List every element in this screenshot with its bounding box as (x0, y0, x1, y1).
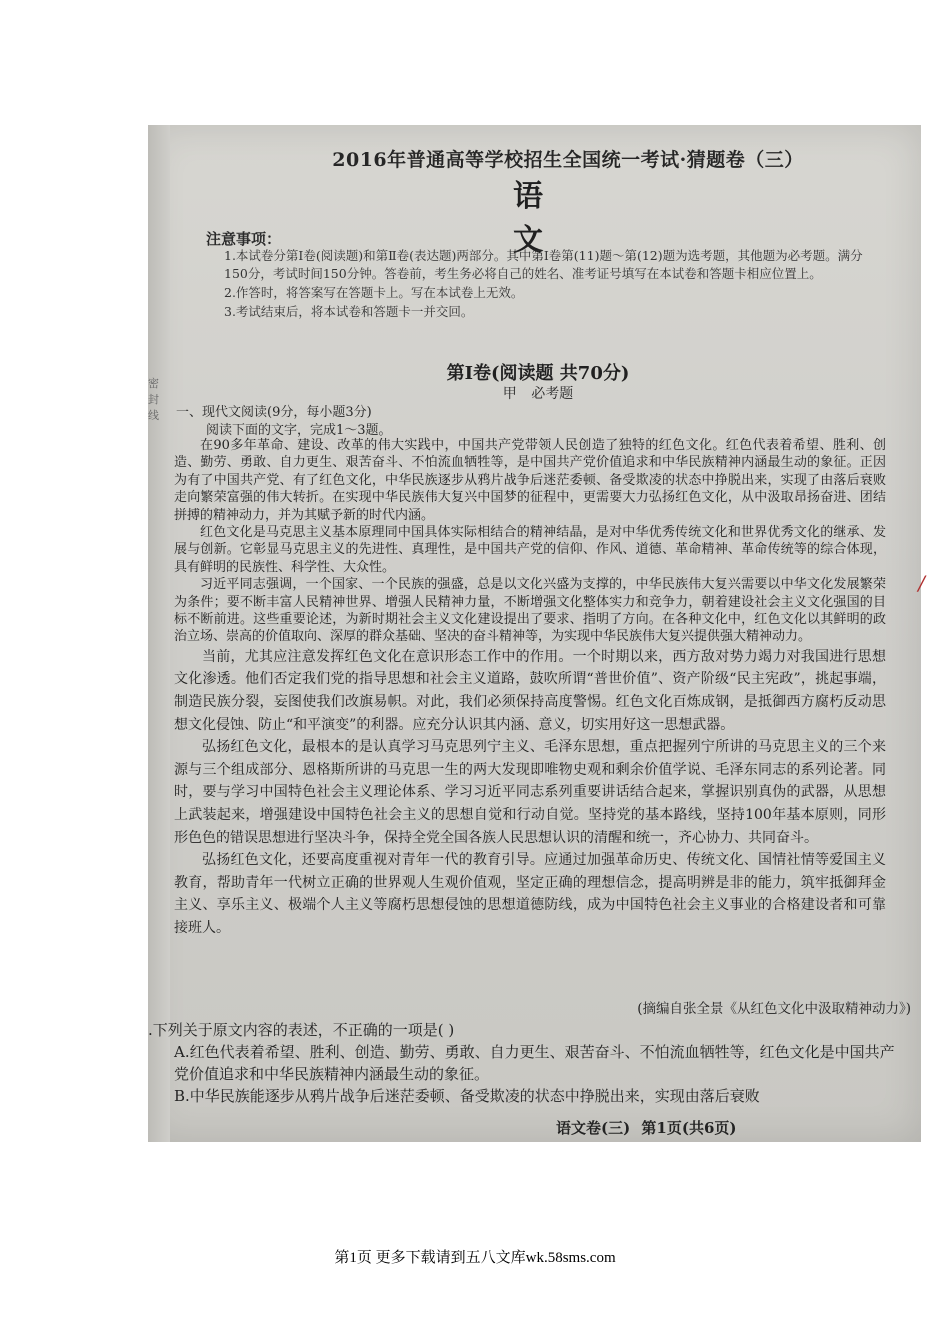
passage-paragraph: 红色文化是马克思主义基本原理同中国具体实际相结合的精神结晶，是对中华优秀传统文化和世界优秀文化的继承、发展与创新。它彰显马克思主义的先进性、真理性，是中国共产党的信仰、作风、道德、革命精神、革命传统等的综合体现，具有鲜明的民族性、科学性、大众性。 (174, 525, 886, 575)
section-subheading: 甲 必考题 (502, 386, 574, 402)
question-1-stem: .下列关于原文内容的表述，不正确的一项是( ) (148, 1021, 455, 1039)
question-1 (148, 1019, 908, 1107)
handwritten-red-mark: / (918, 571, 925, 595)
notice-item: 3.考试结束后，将本试卷和答题卡一并交回。 (224, 304, 474, 319)
question-group-heading: 一、现代文阅读(9分，每小题3分) (176, 405, 372, 420)
section-heading: 第Ⅰ卷(阅读题 共70分) (446, 363, 630, 384)
notice-heading: 注意事项： (206, 230, 282, 248)
subject-title: 语 文 (513, 179, 603, 258)
notice-item: 1.本试卷分第Ⅰ卷(阅读题)和第Ⅱ卷(表达题)两部分。其中第Ⅰ卷第(11)题～第(12)题为选考题，其他题为必考题。满分150分，考试时间150分钟。答卷前，考生务必将自己的姓名、准考证号填写在本试卷和答题卡相应位置上。 (224, 248, 863, 281)
scanned-exam-photo (148, 125, 925, 1142)
reading-instruction: 阅读下面的文字，完成1～3题。 (206, 423, 392, 438)
paper-edge (148, 125, 170, 1142)
notice-item: 2.作答时，将答案写在答题卡上。写在本试卷上无效。 (224, 285, 524, 300)
passage-paragraph: 当前，尤其应注意发挥红色文化在意识形态工作中的作用。一个时期以来，西方敌对势力竭力对我国进行思想文化渗透。他们否定我们党的指导思想和社会主义道路，鼓吹所谓“普世价值”、资产阶级“民主宪政”，挑起事端，制造民族分裂，妄图使我们改旗易帜。对此，我们必须保持高度警惕。红色文化百炼成钢，是抵御西方腐朽反动思想文化侵蚀、防止“和平演变”的利器。应充分认识其内涵、意义，切实用好这一思想武器。 (174, 648, 886, 733)
option-b: B.中华民族能逐步从鸦片战争后迷茫委顿、备受欺凌的状态中挣脱出来，实现由落后衰败 (174, 1087, 760, 1105)
document-footer: 第1页 更多下载请到五八文库wk.58sms.com (334, 1250, 616, 1266)
passage-paragraph: 习近平同志强调，一个国家、一个民族的强盛，总是以文化兴盛为支撑的，中华民族伟大复兴需要以中华文化发展繁荣为条件；要不断丰富人民精神世界、增强人民精神力量，不断增强文化整体实力和竞争力，朝着建设社会主义文化强国的目标不断前进。这些重要论述，为新时期社会主义文化建设提出了要求、指明了方向。在各种文化中，红色文化以其鲜明的政治立场、崇高的价值取向、深厚的群众基础、坚决的奋斗精神等，为实现中华民族伟大复兴提供强大精神动力。 (174, 577, 886, 645)
binding-margin-mark: 密封线 (148, 377, 159, 422)
passage-paragraph: 弘扬红色文化，还要高度重视对青年一代的教育引导。应通过加强革命历史、传统文化、国情社情等爱国主义教育，帮助青年一代树立正确的世界观人生观价值观，坚定正确的理想信念，提高明辨是非的能力，筑牢抵御拜金主义、享乐主义、极端个人主义等腐朽思想侵蚀的思想道德防线，成为中国特色社会主义事业的合格建设者和可靠接班人。 (174, 852, 886, 936)
passage-paragraph: 在90多年革命、建设、改革的伟大实践中，中国共产党带领人民创造了独特的红色文化。红色代表着希望、胜利、创造、勤劳、勇敢、自力更生、艰苦奋斗、不怕流血牺牲等，是中国共产党价值追求和中华民族精神内涵最生动的象征。正因为有了中国共产党、有了红色文化，中华民族逐步从鸦片战争后迷茫委顿、备受欺凌的状态中挣脱出来，实现了由落后衰败走向繁荣富强的伟大转折。在实现中华民族伟大复兴中国梦的征程中，更需要大力弘扬红色文化，从中汲取昂扬奋进、团结拼搏的精神动力，并为其赋予新的时代内涵。 (174, 438, 886, 523)
reading-passage (174, 437, 886, 940)
exam-page-number: 语文卷(三) 第1页(共6页) (556, 1119, 737, 1137)
exam-title: 2016年普通高等学校招生全国统一考试·猜题卷（三） (332, 149, 804, 171)
notice-list (224, 247, 884, 322)
passage-paragraph: 弘扬红色文化，最根本的是认真学习马克思列宁主义、毛泽东思想，重点把握列宁所讲的马克思主义的三个来源与三个组成部分、恩格斯所讲的马克思一生的两大发现即唯物史观和剩余价值学说、毛泽东同志的系列论著。同时，要与学习中国特色社会主义理论体系、学习习近平同志系列重要讲话结合起来，掌握识别真伪的武器，从思想上武装起来，增强建设中国特色社会主义的思想自觉和行动自觉。坚持党的基本路线，坚持100年基本原则，同形形色色的错误思想进行坚决斗争，保持全党全国各族人民思想认识的清醒和统一，齐心协力、共同奋斗。 (174, 739, 886, 846)
passage-source: (摘编自张全景《从红色文化中汲取精神动力》) (637, 1001, 911, 1017)
option-a: A.红色代表着希望、胜利、创造、勤劳、勇敢、自力更生、艰苦奋斗、不怕流血牺牲等，红色文化是中国共产党价值追求和中华民族精神内涵最生动的象征。 (174, 1043, 895, 1083)
